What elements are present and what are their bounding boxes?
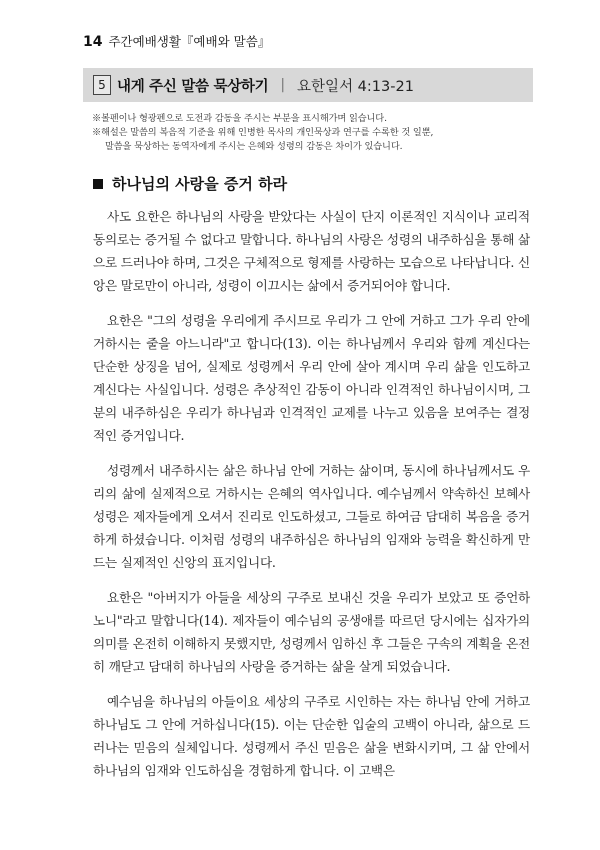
section-heading-text: 하나님의 사랑을 증거 하라 xyxy=(112,175,288,193)
reading-notes xyxy=(92,112,532,154)
paragraph: 예수님을 하나님의 아들이요 세상의 구주로 시인하는 자는 하나님 안에 거하고 하나님도 그 안에 거하십니다(15). 이는 단순한 입술의 고백이 아니라, 삶으로 드러나는 믿음의 실체입니다. 성령께서 주신 믿음은 삶을 변화시키며, 그 삶 안에서 하나님의 임재와 인도하심을 경험하게 합니다. 이 고백은 xyxy=(93,694,530,778)
paragraph: 요한은 "아버지가 아들을 세상의 구주로 보내신 것을 우리가 보았고 또 증언하노니"라고 말합니다(14). 제자들이 예수님의 공생애를 따르던 당시에는 십자가의 의미를 온전히 이해하지 못했지만, 성령께서 임하신 후 그들은 구속의 계획을 온전히 깨닫고 담대히 하나님의 사랑을 증거하는 삶을 살게 되었습니다. xyxy=(93,590,530,674)
section-heading xyxy=(93,173,287,194)
page-number: 14 xyxy=(83,34,103,50)
title-separator: | xyxy=(280,77,286,93)
square-bullet-icon xyxy=(93,179,103,189)
section-title-band xyxy=(83,68,533,102)
section-number-box: 5 xyxy=(93,75,111,95)
section-title: 내게 주신 말씀 묵상하기 xyxy=(117,78,269,95)
paragraph: 요한은 "그의 성령을 우리에게 주시므로 우리가 그 안에 거하고 그가 우리 안에 거하시는 줄을 아느니라"고 합니다(13). 이는 하나님께서 우리와 함께 계신다는 단순한 상징을 넘어, 실제로 성령께서 우리 안에 살아 계시며 우리 삶을 인도하고 계신다는 사실입니다. 성령은 추상적인 감동이 아니라 인격적인 하나님이시며, 그분의 내주하심은 우리가 하나님과 인격적인 교제를 나누고 있음을 보여주는 결정적인 증거입니다. xyxy=(93,313,530,443)
note-line: ※볼펜이나 형광펜으로 도전과 감동을 주시는 부분을 표시해가며 읽습니다. xyxy=(92,113,387,124)
scripture-reference: 요한일서 4:13-21 xyxy=(297,78,414,95)
paragraph: 성령께서 내주하시는 삶은 하나님 안에 거하는 삶이며, 동시에 하나님께서도 우리의 삶에 실제적으로 거하시는 은혜의 역사입니다. 예수님께서 약속하신 보혜사 성령은 제자들에게 오셔서 진리로 인도하셨고, 그들로 하여금 담대히 복음을 증거하게 하셨습니다. 이처럼 성령의 내주하심은 하나님의 임재와 능력을 확신하게 만드는 실제적인 신앙의 표지입니다. xyxy=(93,463,530,570)
body-text xyxy=(93,205,530,794)
note-line: 말씀을 묵상하는 동역자에게 주시는 은혜와 성령의 감동은 차이가 있습니다. xyxy=(105,141,403,152)
note-line: ※해설은 말씀의 복음적 기준을 위해 인병한 목사의 개인묵상과 연구를 수록한 것 일뿐, xyxy=(92,127,434,138)
running-title: 주간예배생활『예배와 말씀』 xyxy=(108,34,271,49)
running-header xyxy=(83,32,270,50)
paragraph: 사도 요한은 하나님의 사랑을 받았다는 사실이 단지 이론적인 지식이나 교리적 동의로는 증거될 수 없다고 말합니다. 하나님의 사랑은 성령의 내주하심을 통해 삶으로 드러나야 하며, 그것은 구체적으로 형제를 사랑하는 모습으로 나타납니다. 신앙은 말로만이 아니라, 성령이 이끄시는 삶에서 증거되어야 합니다. xyxy=(93,209,530,293)
